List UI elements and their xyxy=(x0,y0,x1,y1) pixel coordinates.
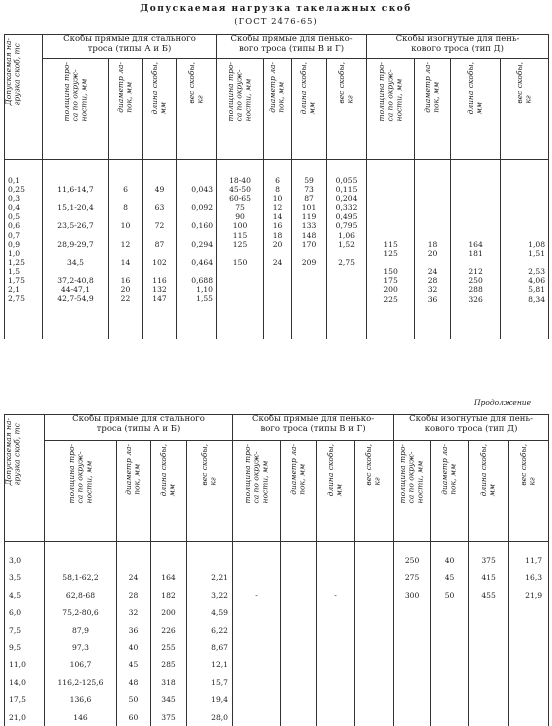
col-vg-weight: 0,055 0,115 0,204 0,332 0,495 0,795 1,06 1,52 2,75 xyxy=(327,160,367,339)
table-upper xyxy=(4,34,549,339)
header-group-ab: Скобы прямые для стального троса (типы А и Б) xyxy=(43,35,217,59)
header2-ab-rope: толщина тро- са по окруж- ности, мм xyxy=(45,441,117,542)
col2-vg-length: - xyxy=(317,542,355,726)
header2-load-text: Допускаемая на- грузка скоб, тс xyxy=(5,415,22,487)
header2-d-weight: вес скобы, кг xyxy=(509,441,549,542)
header-vg-pin: диаметр ла- пок, мм xyxy=(264,59,292,160)
col2-ab-weight: 2,21 3,22 4,59 6,22 8,67 12,1 15,7 19,4 28,0 xyxy=(187,542,233,726)
header2-group-vg: Скобы прямые для пенько- вого троса (типы В и Г) xyxy=(233,415,394,441)
header2-vg-rope: толщина тро- са по окруж- ности, мм xyxy=(233,441,281,542)
col-d-length: 164 181 212 250 288 326 xyxy=(451,160,501,339)
col-load: 0,1 0,25 0,3 0,4 0,5 0,6 0,7 0,9 1,0 1,25 1,5 1,75 2,1 2,75 xyxy=(5,160,43,339)
table-lower xyxy=(4,414,549,726)
col-ab-weight: 0,043 0,092 0,160 0,294 0,464 0,688 1,10 1,55 xyxy=(177,160,217,339)
col-ab-length: 49 63 72 87 102 116 132 147 xyxy=(143,160,177,339)
col2-d-weight: 11,7 16,3 21,9 xyxy=(509,542,549,726)
col2-ab-pin: 24 28 32 36 40 45 48 50 60 xyxy=(117,542,151,726)
col-d-pin: 18 20 24 28 32 36 xyxy=(415,160,451,339)
header-ab-pin: диаметр ла- пок, мм xyxy=(109,59,143,160)
header-ab-length: длина скобы, мм xyxy=(143,59,177,160)
header2-load xyxy=(5,415,45,542)
header-d-weight: вес скобы, кг xyxy=(501,59,549,160)
header-load xyxy=(5,35,43,160)
col2-vg-rope: - xyxy=(233,542,281,726)
col2-vg-weight xyxy=(355,542,394,726)
header-d-length: длина скобы, мм xyxy=(451,59,501,160)
header2-d-rope: толщина тро- са по окруж- ности, мм xyxy=(394,441,431,542)
header2-group-ab: Скобы прямые для стального троса (типы А и Б) xyxy=(45,415,233,441)
header-vg-rope: толщина тро- са по окруж- ности, мм xyxy=(217,59,264,160)
header2-d-length: длина скобы, мм xyxy=(469,441,509,542)
col2-ab-rope: 58,1-62,2 62,8-68 75,2-80,6 87,9 97,3 106,7 116,2-125,6 136,6 146 xyxy=(45,542,117,726)
col2-vg-pin xyxy=(281,542,317,726)
header-vg-weight: вес скобы, кг xyxy=(327,59,367,160)
col2-ab-length: 164 182 200 226 255 285 318 345 375 xyxy=(151,542,187,726)
col-d-rope: 115 125 150 175 200 225 xyxy=(367,160,415,339)
header2-vg-length: длина скобы, мм xyxy=(317,441,355,542)
col2-d-pin: 40 45 50 xyxy=(431,542,469,726)
header-ab-rope: толщина тро- са по окруж- ности, мм xyxy=(43,59,109,160)
page-subtitle: (ГОСТ 2476-65) xyxy=(0,17,552,27)
header2-group-d: Скобы изогнутые для пень- кового троса (тип Д) xyxy=(394,415,549,441)
header-d-pin: диаметр ла- пок, мм xyxy=(415,59,451,160)
col-vg-length: 59 73 87 101 119 133 148 170 209 xyxy=(292,160,327,339)
col-ab-rope: 11,6-14,7 15,1-20,4 23,5-26,7 28,9-29,7 34,5 37,2-40,8 44-47,1 42,7-54,9 xyxy=(43,160,109,339)
col-vg-pin: 6 8 10 12 14 16 18 20 24 xyxy=(264,160,292,339)
header-d-rope: толщина тро- са по окруж- ности, мм xyxy=(367,59,415,160)
header2-ab-weight: вес скобы, кг xyxy=(187,441,233,542)
col-vg-rope: 18-40 45-50 60-65 75 90 100 115 125 150 xyxy=(217,160,264,339)
header-group-d: Скобы изогнутые для пень- кового троса (тип Д) xyxy=(367,35,549,59)
header-group-vg: Скобы прямые для пенько- вого троса (типы В и Г) xyxy=(217,35,367,59)
col-ab-pin: 6 8 10 12 14 16 20 22 xyxy=(109,160,143,339)
header2-ab-pin: диаметр ла- пок, мм xyxy=(117,441,151,542)
header-ab-weight: вес скобы, кг xyxy=(177,59,217,160)
col2-d-length: 375 415 455 xyxy=(469,542,509,726)
header2-vg-pin: диаметр ла- пок, мм xyxy=(281,441,317,542)
col2-load: 3,0 3,5 4,5 6,0 7,5 9,5 11,0 14,0 17,5 21,0 xyxy=(5,542,45,726)
page-title: Допускаемая нагрузка такелажных скоб xyxy=(0,4,552,14)
continuation-label: Продолжение xyxy=(474,398,531,407)
header-vg-length: длина скобы, мм xyxy=(292,59,327,160)
col-d-weight: 1,08 1,51 2,53 4,06 5,81 8,34 xyxy=(501,160,549,339)
col2-d-rope: 250 275 300 xyxy=(394,542,431,726)
header2-vg-weight: вес скобы, кг xyxy=(355,441,394,542)
header2-ab-length: длина скобы, мм xyxy=(151,441,187,542)
header2-d-pin: диаметр ла- пок, мм xyxy=(431,441,469,542)
header-load-text: Допускаемая на- грузка скоб, тс xyxy=(5,35,22,107)
